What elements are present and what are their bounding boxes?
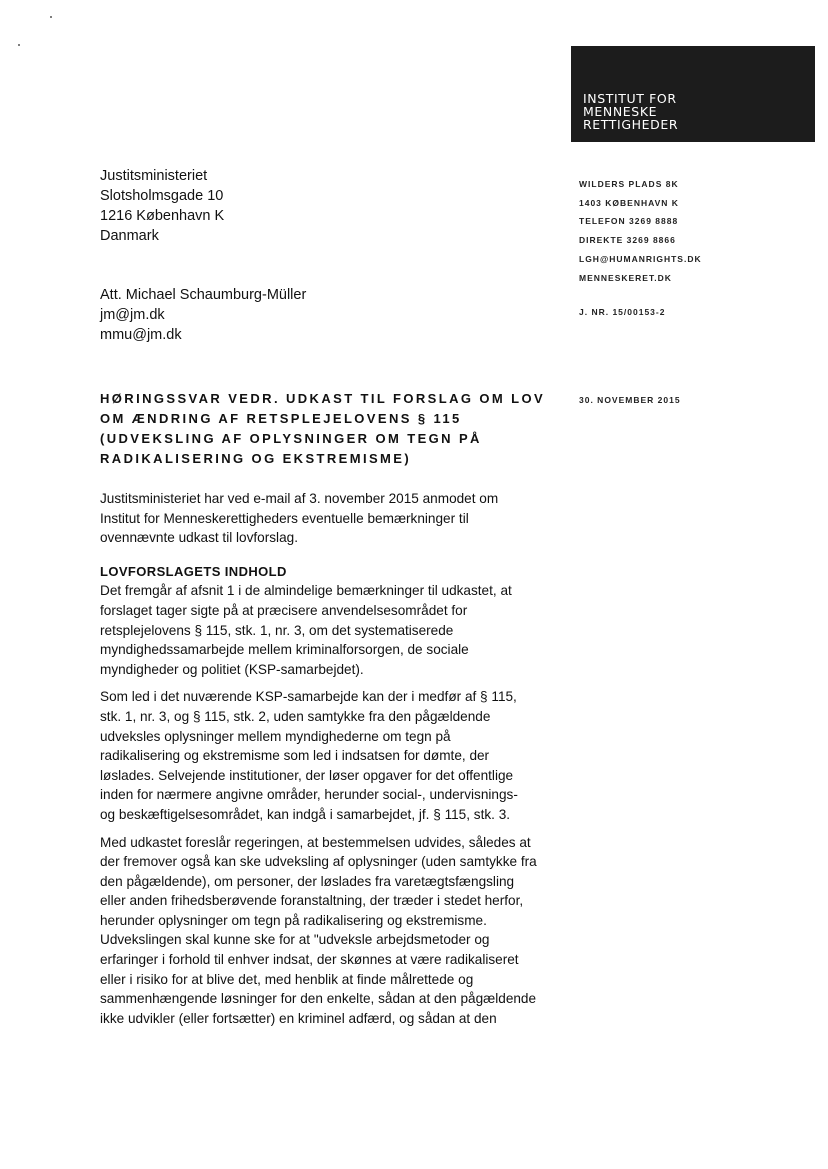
sender-email: LGH@HUMANRIGHTS.DK bbox=[579, 253, 702, 264]
text-line: myndigheder og politiet (KSP-samarbejdet). bbox=[100, 661, 364, 677]
text-line: stk. 1, nr. 3, og § 115, stk. 2, uden samtykke fra den pågældende bbox=[100, 708, 491, 724]
headline-line: RADIKALISERING OG EKSTREMISME) bbox=[100, 451, 412, 466]
headline-line: (UDVEKSLING AF OPLYSNINGER OM TEGN PÅ bbox=[100, 431, 482, 446]
section-heading: LOVFORSLAGETS INDHOLD bbox=[100, 563, 287, 579]
sender-contact bbox=[579, 175, 702, 287]
text-line: retsplejelovens § 115, stk. 1, nr. 3, om det systematiserede bbox=[100, 622, 454, 638]
intro-paragraph bbox=[100, 489, 565, 548]
text-line: Det fremgår af afsnit 1 i de almindelige bemærkninger til udkastet, at bbox=[100, 583, 512, 599]
recipient-street: Slotsholmsgade 10 bbox=[100, 188, 224, 204]
text-line: den pågældende), om personer, der løslades fra varetægtsfængsling bbox=[100, 873, 515, 889]
text-line: eller anden frihedsberøvende foranstaltning, der træder i stedet herfor, bbox=[100, 893, 524, 909]
paragraph-content-summary bbox=[100, 581, 565, 679]
text-line: myndighedssamarbejde mellem kriminalforsorgen, de sociale bbox=[100, 642, 469, 658]
scan-speck bbox=[18, 44, 20, 46]
attention-email: jm@jm.dk bbox=[100, 307, 165, 323]
text-line: eller i risiko for at blive det, med henblik at finde målrettede og bbox=[100, 971, 474, 987]
text-line: Justitsministeriet har ved e-mail af 3. november 2015 anmodet om bbox=[100, 491, 499, 506]
sender-phone: TELEFON 3269 8888 bbox=[579, 216, 679, 227]
logo-line: MENNESKE bbox=[583, 104, 658, 119]
sender-direct-phone: DIREKTE 3269 8866 bbox=[579, 235, 676, 246]
text-line: sammenhængende løsninger for den enkelte, sådan at den pågældende bbox=[100, 991, 537, 1007]
text-line: Med udkastet foreslår regeringen, at bestemmelsen udvides, således at bbox=[100, 834, 531, 850]
paragraph-current-rules bbox=[100, 687, 565, 824]
text-line: og beskæftigelsesområdet, kan indgå i samarbejdet, jf. § 115, stk. 3. bbox=[100, 806, 511, 822]
text-line: forslaget tager sigte på at præcisere anvendelsesområdet for bbox=[100, 602, 468, 618]
letter-date: 30. NOVEMBER 2015 bbox=[579, 395, 681, 405]
text-line: radikalisering og ekstremisme som led i indsatsen for dømte, der bbox=[100, 748, 490, 764]
letter-body bbox=[100, 489, 565, 1036]
sender-city: 1403 KØBENHAVN K bbox=[579, 197, 679, 208]
text-line: der fremover også kan ske udveksling af oplysninger (uden samtykke fra bbox=[100, 854, 537, 870]
paragraph-proposal bbox=[100, 833, 565, 1029]
journal-number: J. NR. 15/00153-2 bbox=[579, 307, 666, 317]
text-line: løslades. Selvejende institutioner, der løser opgaver for det offentlige bbox=[100, 767, 514, 783]
headline-line: OM ÆNDRING AF RETSPLEJELOVENS § 115 bbox=[100, 411, 462, 426]
text-line: Institut for Menneskerettigheders eventuelle bemærkninger til bbox=[100, 510, 469, 526]
headline-line: HØRINGSSVAR VEDR. UDKAST TIL FORSLAG OM LOV bbox=[100, 391, 546, 406]
recipient-country: Danmark bbox=[100, 228, 159, 244]
scan-speck bbox=[50, 16, 52, 18]
attention-person: Att. Michael Schaumburg-Müller bbox=[100, 287, 307, 303]
text-line: Som led i det nuværende KSP-samarbejde kan der i medfør af § 115, bbox=[100, 689, 517, 705]
text-line: ovennævnte udkast til lovforslag. bbox=[100, 530, 298, 546]
institute-logo bbox=[571, 46, 815, 142]
recipient-city: 1216 København K bbox=[100, 208, 225, 224]
sender-street: WILDERS PLADS 8K bbox=[579, 179, 679, 189]
text-line: erfaringer i forhold til enhver indsat, der skønnes at være radikaliseret bbox=[100, 952, 519, 968]
text-line: herunder oplysninger om tegn på radikalisering og ekstremisme. bbox=[100, 912, 487, 928]
recipient-name: Justitsministeriet bbox=[100, 168, 208, 184]
text-line: udveksles oplysninger mellem myndighederne om tegn på bbox=[100, 728, 451, 744]
text-line: Udvekslingen skal kunne ske for at "udveksle arbejdsmetoder og bbox=[100, 932, 490, 948]
logo-line: INSTITUT FOR bbox=[583, 91, 677, 106]
letter-headline bbox=[100, 389, 550, 469]
recipient-address bbox=[100, 166, 224, 246]
attention-email: mmu@jm.dk bbox=[100, 327, 182, 343]
attention-block bbox=[100, 285, 306, 345]
sender-website: MENNESKERET.DK bbox=[579, 272, 672, 283]
text-line: inden for nærmere angivne områder, herunder social-, undervisnings- bbox=[100, 787, 518, 803]
text-line: ikke udvikler (eller fortsætter) en kriminel adfærd, og sådan at den bbox=[100, 1010, 497, 1026]
logo-line: RETTIGHEDER bbox=[583, 117, 679, 132]
